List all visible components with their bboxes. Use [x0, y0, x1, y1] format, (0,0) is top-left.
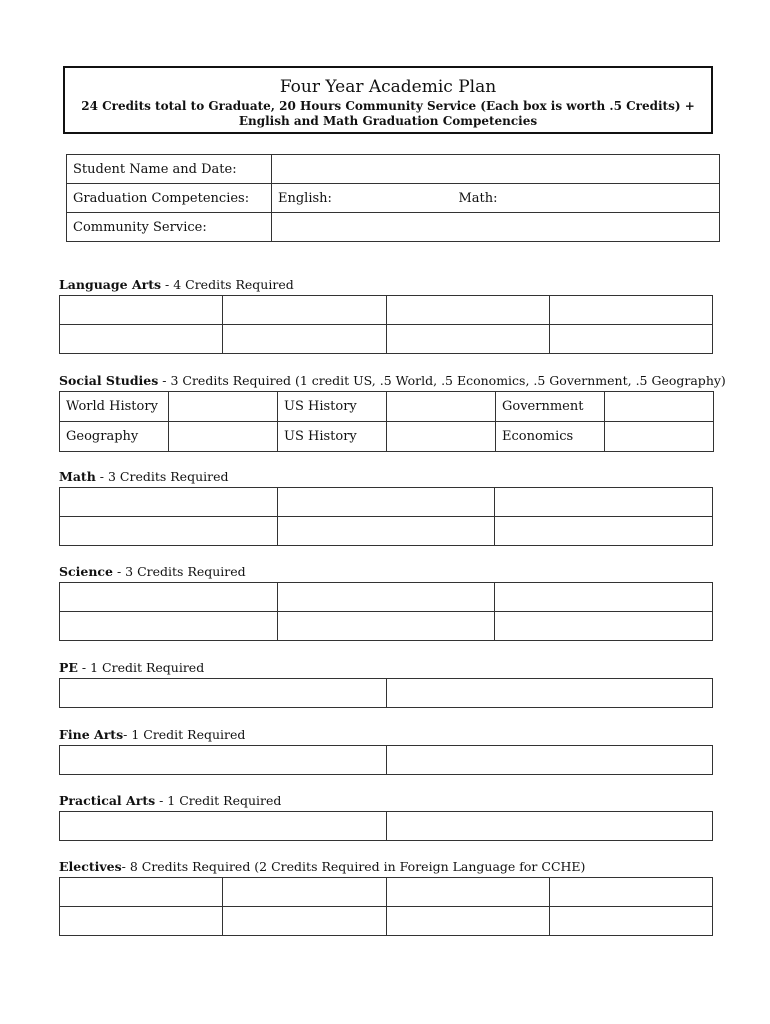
credit-box[interactable] — [60, 612, 278, 641]
student-name-label: Student Name and Date: — [67, 155, 272, 184]
credit-box[interactable] — [60, 325, 223, 354]
page-subtitle: 24 Credits total to Graduate, 20 Hours Community Service (Each box is worth .5 Credits) + English and Math Graduation Competencies — [81, 99, 695, 128]
student-name-field[interactable] — [272, 155, 720, 184]
credit-box[interactable] — [386, 878, 549, 907]
section-name: Practical Arts — [59, 793, 156, 808]
english-label: English: — [278, 190, 332, 206]
credit-box[interactable] — [60, 517, 278, 546]
credit-box[interactable] — [223, 878, 386, 907]
credit-box[interactable] — [495, 612, 713, 641]
english-competency-field[interactable] — [272, 184, 453, 213]
course-label-geography: Geography — [60, 422, 169, 452]
section-requirement: - 1 Credit Required — [123, 727, 246, 742]
practical-arts-table — [59, 811, 713, 841]
credit-box[interactable] — [386, 812, 713, 841]
credit-box[interactable] — [386, 679, 713, 708]
section-name: PE — [59, 660, 78, 675]
student-info-table — [66, 154, 720, 242]
language-arts-table — [59, 295, 713, 354]
credit-box[interactable] — [169, 392, 278, 422]
community-service-label: Community Service: — [67, 213, 272, 242]
page-title: Four Year Academic Plan — [279, 77, 497, 97]
section-name: Electives — [59, 859, 122, 874]
credit-box[interactable] — [60, 746, 387, 775]
social-studies-heading — [59, 373, 726, 388]
fine-arts-heading — [59, 727, 245, 742]
credit-box[interactable] — [549, 907, 712, 936]
section-requirement: - 3 Credits Required — [95, 469, 229, 484]
credit-box[interactable] — [223, 296, 386, 325]
credit-box[interactable] — [386, 325, 549, 354]
credit-box[interactable] — [387, 422, 496, 452]
credit-box[interactable] — [223, 907, 386, 936]
credit-box[interactable] — [386, 907, 549, 936]
math-competency-field[interactable] — [453, 184, 720, 213]
credit-box[interactable] — [60, 679, 387, 708]
credit-box[interactable] — [277, 612, 495, 641]
section-name: Fine Arts — [59, 727, 124, 742]
section-name: Social Studies — [59, 373, 159, 388]
section-requirement: - 4 Credits Required — [161, 277, 294, 292]
pe-table — [59, 678, 713, 708]
electives-heading — [59, 859, 585, 874]
social-studies-table — [59, 391, 714, 452]
competencies-label: Graduation Competencies: — [67, 184, 272, 213]
language-arts-heading — [59, 277, 294, 292]
credit-box[interactable] — [495, 488, 713, 517]
credit-box[interactable] — [549, 296, 712, 325]
course-label-us-history: US History — [278, 392, 387, 422]
science-heading — [59, 564, 246, 579]
course-label-government: Government — [496, 392, 605, 422]
practical-arts-heading — [59, 793, 281, 808]
course-label-world-history: World History — [60, 392, 169, 422]
credit-box[interactable] — [60, 812, 387, 841]
credit-box[interactable] — [387, 392, 496, 422]
credit-box[interactable] — [605, 422, 714, 452]
credit-box[interactable] — [277, 488, 495, 517]
science-table — [59, 582, 713, 641]
section-requirement: - 3 Credits Required — [113, 564, 246, 579]
fine-arts-table — [59, 745, 713, 775]
course-label-us-history: US History — [278, 422, 387, 452]
math-label: Math: — [458, 190, 498, 206]
section-requirement: - 1 Credit Required — [77, 660, 205, 675]
credit-box[interactable] — [277, 517, 495, 546]
section-name: Math — [59, 469, 96, 484]
pe-heading — [59, 660, 204, 675]
credit-box[interactable] — [605, 392, 714, 422]
credit-box[interactable] — [223, 325, 386, 354]
community-service-field[interactable] — [272, 213, 720, 242]
course-label-economics: Economics — [496, 422, 605, 452]
credit-box[interactable] — [60, 583, 278, 612]
credit-box[interactable] — [549, 325, 712, 354]
section-name: Science — [59, 564, 113, 579]
section-requirement: - 8 Credits Required (2 Credits Required in Foreign Language for CCHE) — [121, 859, 586, 874]
math-heading — [59, 469, 229, 484]
section-name: Language Arts — [59, 277, 162, 292]
credit-box[interactable] — [60, 878, 223, 907]
section-requirement: - 3 Credits Required (1 credit US, .5 World, .5 Economics, .5 Government, .5 Geography) — [158, 373, 726, 388]
section-requirement: - 1 Credit Required — [155, 793, 282, 808]
title-box — [63, 66, 713, 134]
credit-box[interactable] — [495, 583, 713, 612]
credit-box[interactable] — [60, 296, 223, 325]
credit-box[interactable] — [169, 422, 278, 452]
credit-box[interactable] — [60, 488, 278, 517]
credit-box[interactable] — [549, 878, 712, 907]
math-table — [59, 487, 713, 546]
credit-box[interactable] — [495, 517, 713, 546]
electives-table — [59, 877, 713, 936]
credit-box[interactable] — [386, 746, 713, 775]
credit-box[interactable] — [386, 296, 549, 325]
credit-box[interactable] — [277, 583, 495, 612]
credit-box[interactable] — [60, 907, 223, 936]
